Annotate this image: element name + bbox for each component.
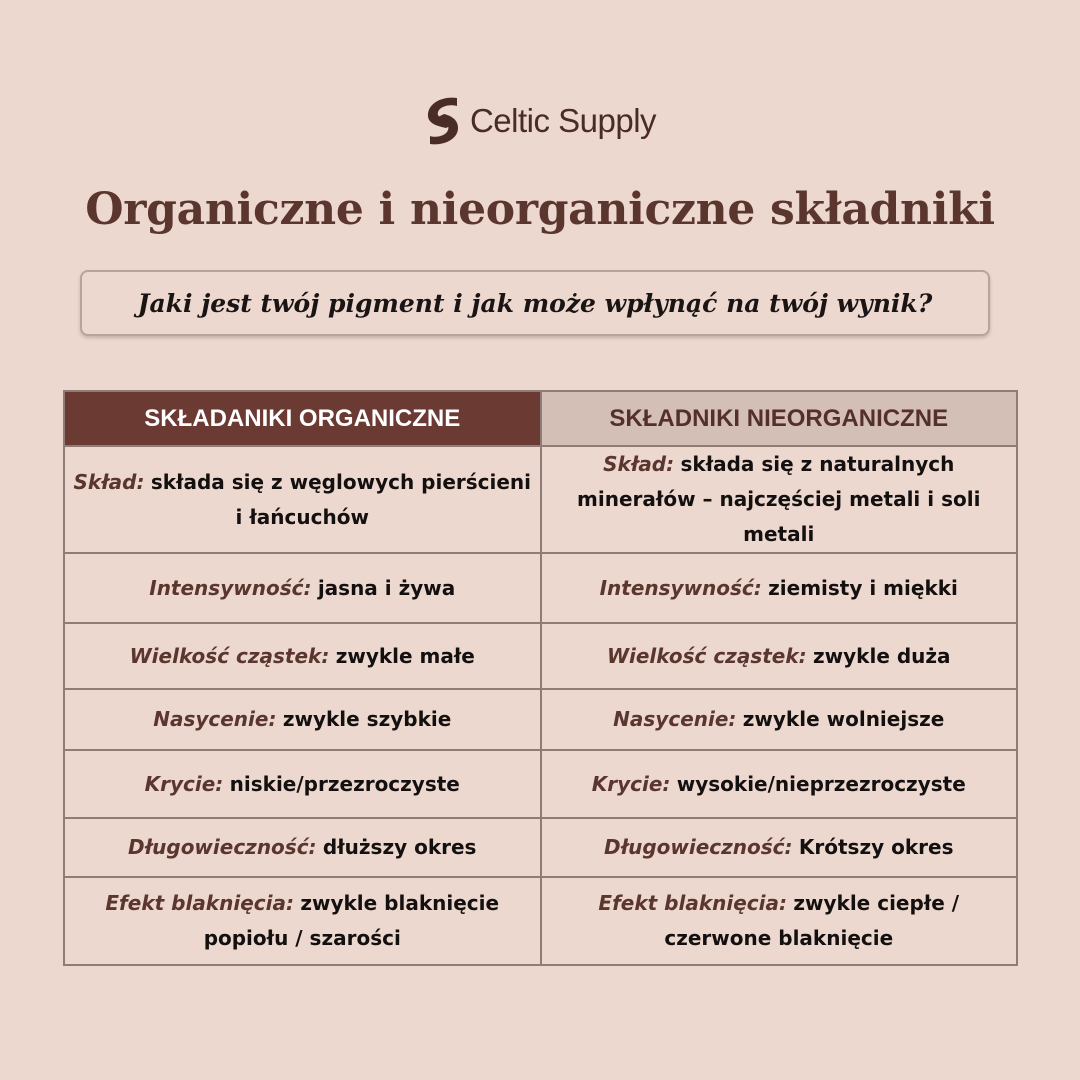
subtitle: Jaki jest twój pigment i jak może wpłynąć na twój wynik? bbox=[137, 288, 933, 318]
inorganic-cell bbox=[541, 623, 1018, 689]
organic-cell bbox=[64, 818, 541, 877]
inorganic-cell bbox=[541, 818, 1018, 877]
cell-value: zwykle blaknięcie popiołu / szarości bbox=[203, 891, 500, 950]
organic-cell bbox=[64, 689, 541, 750]
cell-value: Krótszy okres bbox=[798, 835, 954, 859]
cell-value: zwykle szybkie bbox=[282, 707, 452, 731]
inorganic-cell bbox=[541, 689, 1018, 750]
subtitle-box bbox=[80, 270, 990, 336]
table-row bbox=[64, 553, 1017, 623]
brand-name: Celtic Supply bbox=[469, 102, 657, 139]
table-row bbox=[64, 689, 1017, 750]
cell-value: jasna i żywa bbox=[317, 575, 456, 600]
cell-value: wysokie/nieprzezroczyste bbox=[676, 771, 966, 796]
table-row bbox=[64, 877, 1017, 965]
cell-label: Efekt blaknięcia: bbox=[105, 891, 294, 915]
cell-label: Nasycenie: bbox=[613, 707, 737, 731]
cell-value: ziemisty i miękki bbox=[768, 575, 958, 600]
cell-label: Intensywność: bbox=[599, 575, 762, 600]
cell-value: zwykle małe bbox=[335, 643, 475, 668]
cell-label: Krycie: bbox=[144, 771, 224, 796]
organic-cell bbox=[64, 553, 541, 623]
cell-value: zwykle wolniejsze bbox=[742, 707, 945, 731]
comparison-table bbox=[63, 390, 1018, 966]
brand bbox=[0, 94, 1080, 148]
table-header-row bbox=[64, 391, 1017, 446]
table-row bbox=[64, 818, 1017, 877]
inorganic-cell bbox=[541, 877, 1018, 965]
cell-label: Długowieczność: bbox=[128, 835, 317, 859]
inorganic-cell bbox=[541, 446, 1018, 553]
cell-value: niskie/przezroczyste bbox=[229, 771, 460, 796]
organic-cell bbox=[64, 877, 541, 965]
cell-value: składa się z węglowych pierścieni i łańcuchów bbox=[150, 469, 532, 529]
cell-label: Wielkość cząstek: bbox=[606, 643, 807, 668]
cell-label: Nasycenie: bbox=[153, 707, 277, 731]
cell-value: zwykle duża bbox=[813, 643, 951, 668]
cell-label: Intensywność: bbox=[149, 575, 312, 600]
cell-label: Krycie: bbox=[591, 771, 671, 796]
page-title: Organiczne i nieorganiczne składniki bbox=[85, 184, 995, 235]
cell-value: składa się z naturalnych minerałów – najczęściej metali i soli metali bbox=[577, 452, 981, 546]
cell-label: Skład: bbox=[73, 469, 145, 494]
inorganic-cell bbox=[541, 553, 1018, 623]
cell-label: Wielkość cząstek: bbox=[129, 643, 330, 668]
cell-label: Skład: bbox=[603, 452, 675, 476]
organic-cell bbox=[64, 446, 541, 553]
cell-value: zwykle ciepłe / czerwone blaknięcie bbox=[664, 891, 960, 950]
comparison-table-wrap bbox=[63, 390, 1018, 966]
table-row bbox=[64, 623, 1017, 689]
inorganic-cell bbox=[541, 750, 1018, 818]
organic-cell bbox=[64, 623, 541, 689]
header-inorganic: SKŁADNIKI NIEORGANICZNE bbox=[541, 391, 1018, 446]
header-organic: SKŁADANIKI ORGANICZNE bbox=[64, 391, 541, 446]
table-row bbox=[64, 446, 1017, 553]
cell-label: Długowieczność: bbox=[604, 835, 793, 859]
cell-label: Efekt blaknięcia: bbox=[598, 891, 788, 915]
cell-value: dłuższy okres bbox=[322, 835, 477, 859]
organic-cell bbox=[64, 750, 541, 818]
s-logo-icon bbox=[424, 94, 462, 148]
table-row bbox=[64, 750, 1017, 818]
